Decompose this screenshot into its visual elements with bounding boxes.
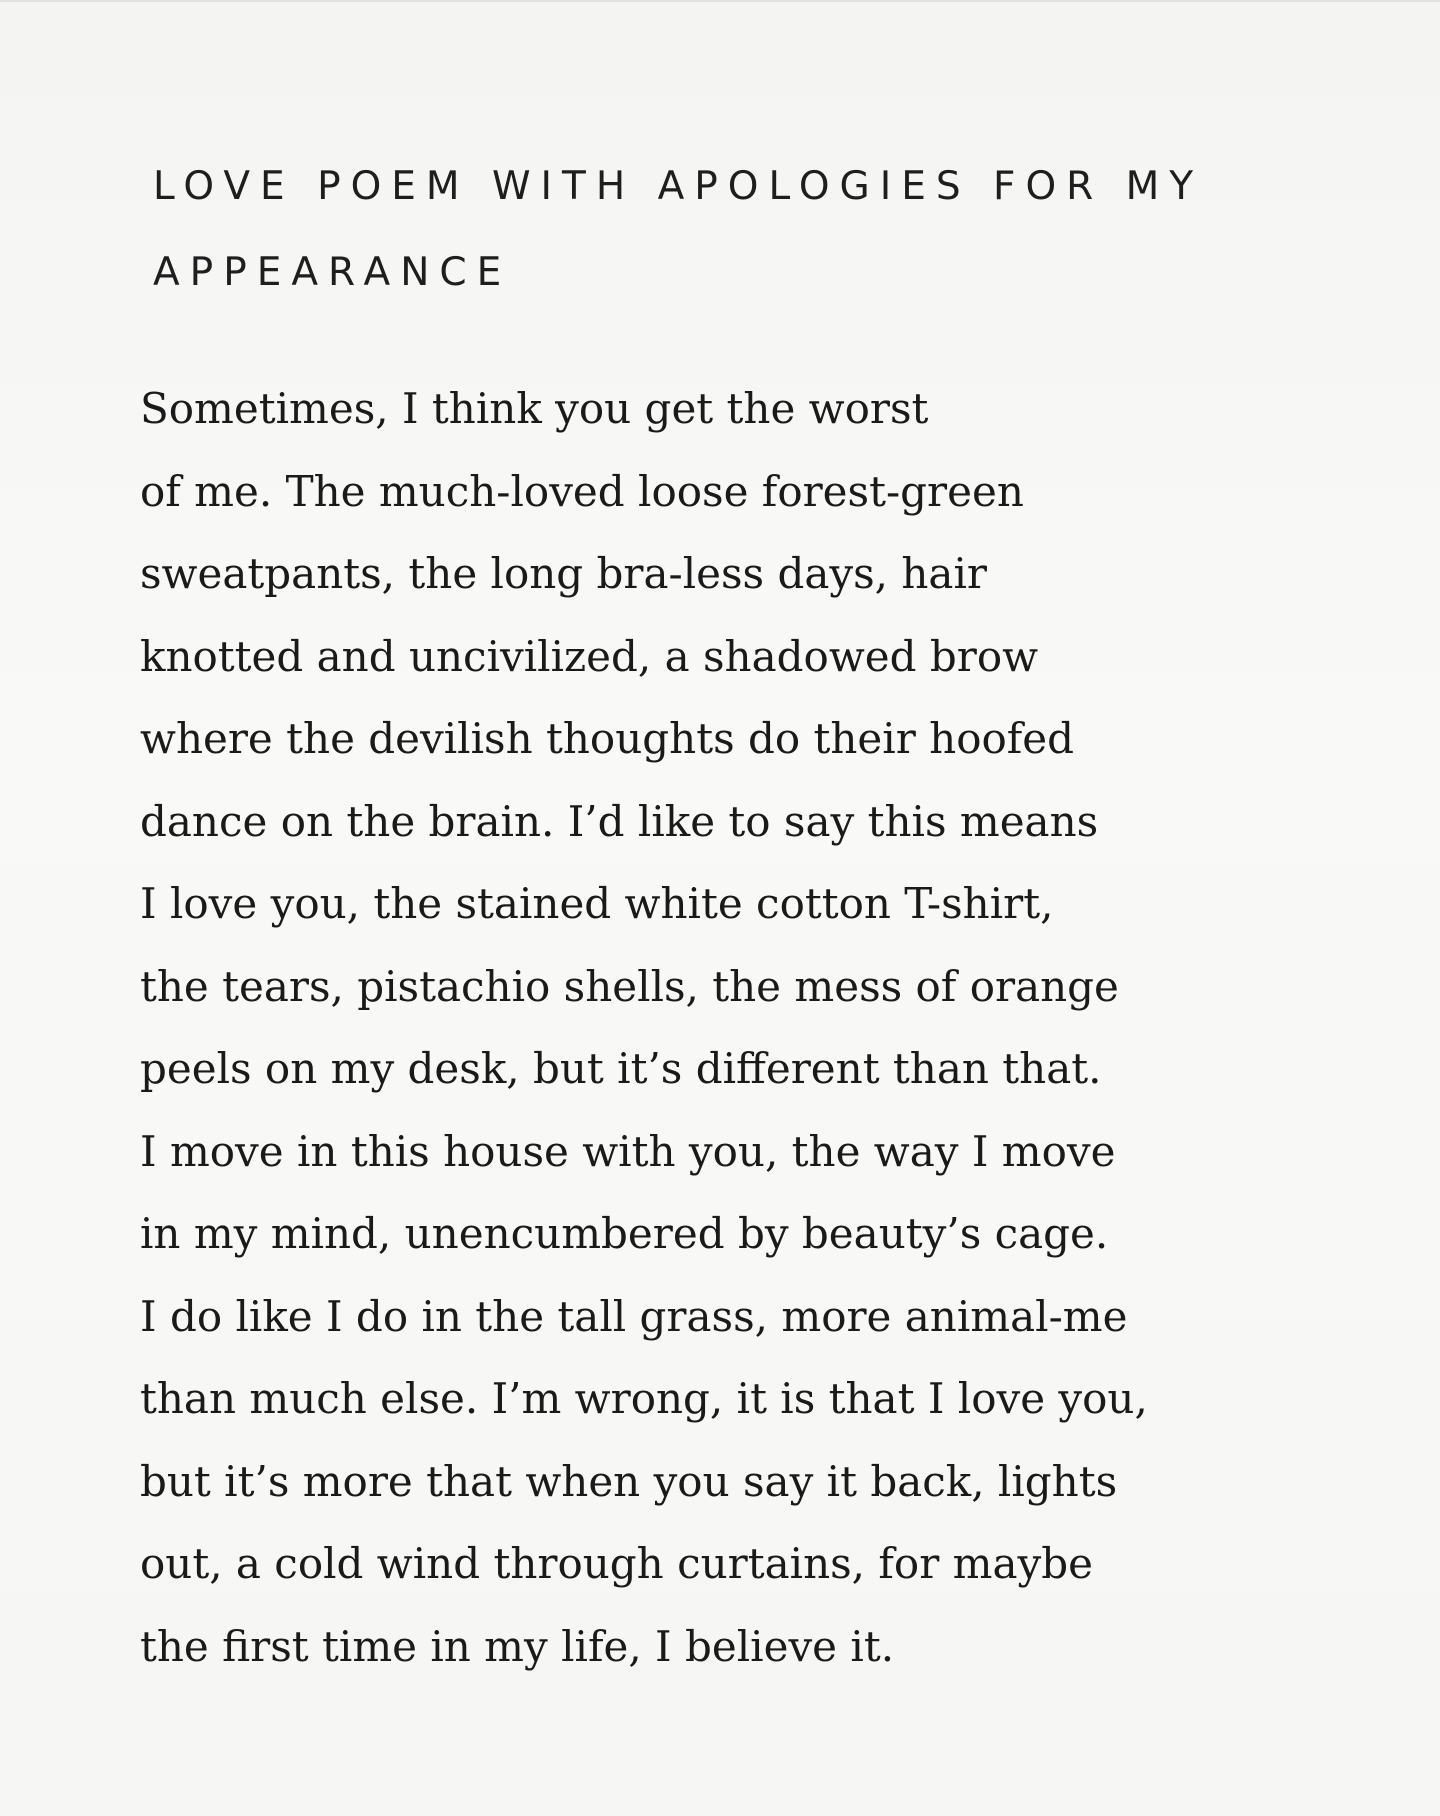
poem-title: [153, 144, 1393, 316]
poem-line: of me. The much-loved loose forest-green: [140, 466, 1024, 516]
poem-title-line: APPEARANCE: [153, 250, 512, 295]
poem-line: knotted and uncivilized, a shadowed brow: [140, 631, 1039, 681]
poem-body: [140, 368, 1240, 1688]
poem-title-line: LOVE POEM WITH APOLOGIES FOR MY: [153, 164, 1204, 209]
poem-line: where the devilish thoughts do their hoofed: [140, 714, 1075, 763]
poem-line: but it’s more that when you say it back, lights: [140, 1456, 1118, 1506]
poem-line: the tears, pistachio shells, the mess of orange: [140, 961, 1119, 1011]
poem-line: I love you, the stained white cotton T-shirt,: [140, 879, 1054, 928]
poem-line: than much else. I’m wrong, it is that I love you,: [140, 1374, 1148, 1423]
poem-line: Sometimes, I think you get the worst: [140, 384, 929, 433]
poem-line: the first time in my life, I believe it.: [140, 1621, 895, 1671]
poem-line: out, a cold wind through curtains, for maybe: [140, 1539, 1093, 1588]
poem-line: dance on the brain. I’d like to say this means: [140, 796, 1099, 846]
poem-line: peels on my desk, but it’s different than that.: [140, 1044, 1102, 1093]
poem-line: I move in this house with you, the way I move: [140, 1126, 1116, 1176]
poem-line: sweatpants, the long bra-less days, hair: [140, 549, 987, 598]
poem-line: I do like I do in the tall grass, more animal-me: [140, 1291, 1128, 1341]
poem-line: in my mind, unencumbered by beauty’s cage.: [140, 1209, 1109, 1258]
